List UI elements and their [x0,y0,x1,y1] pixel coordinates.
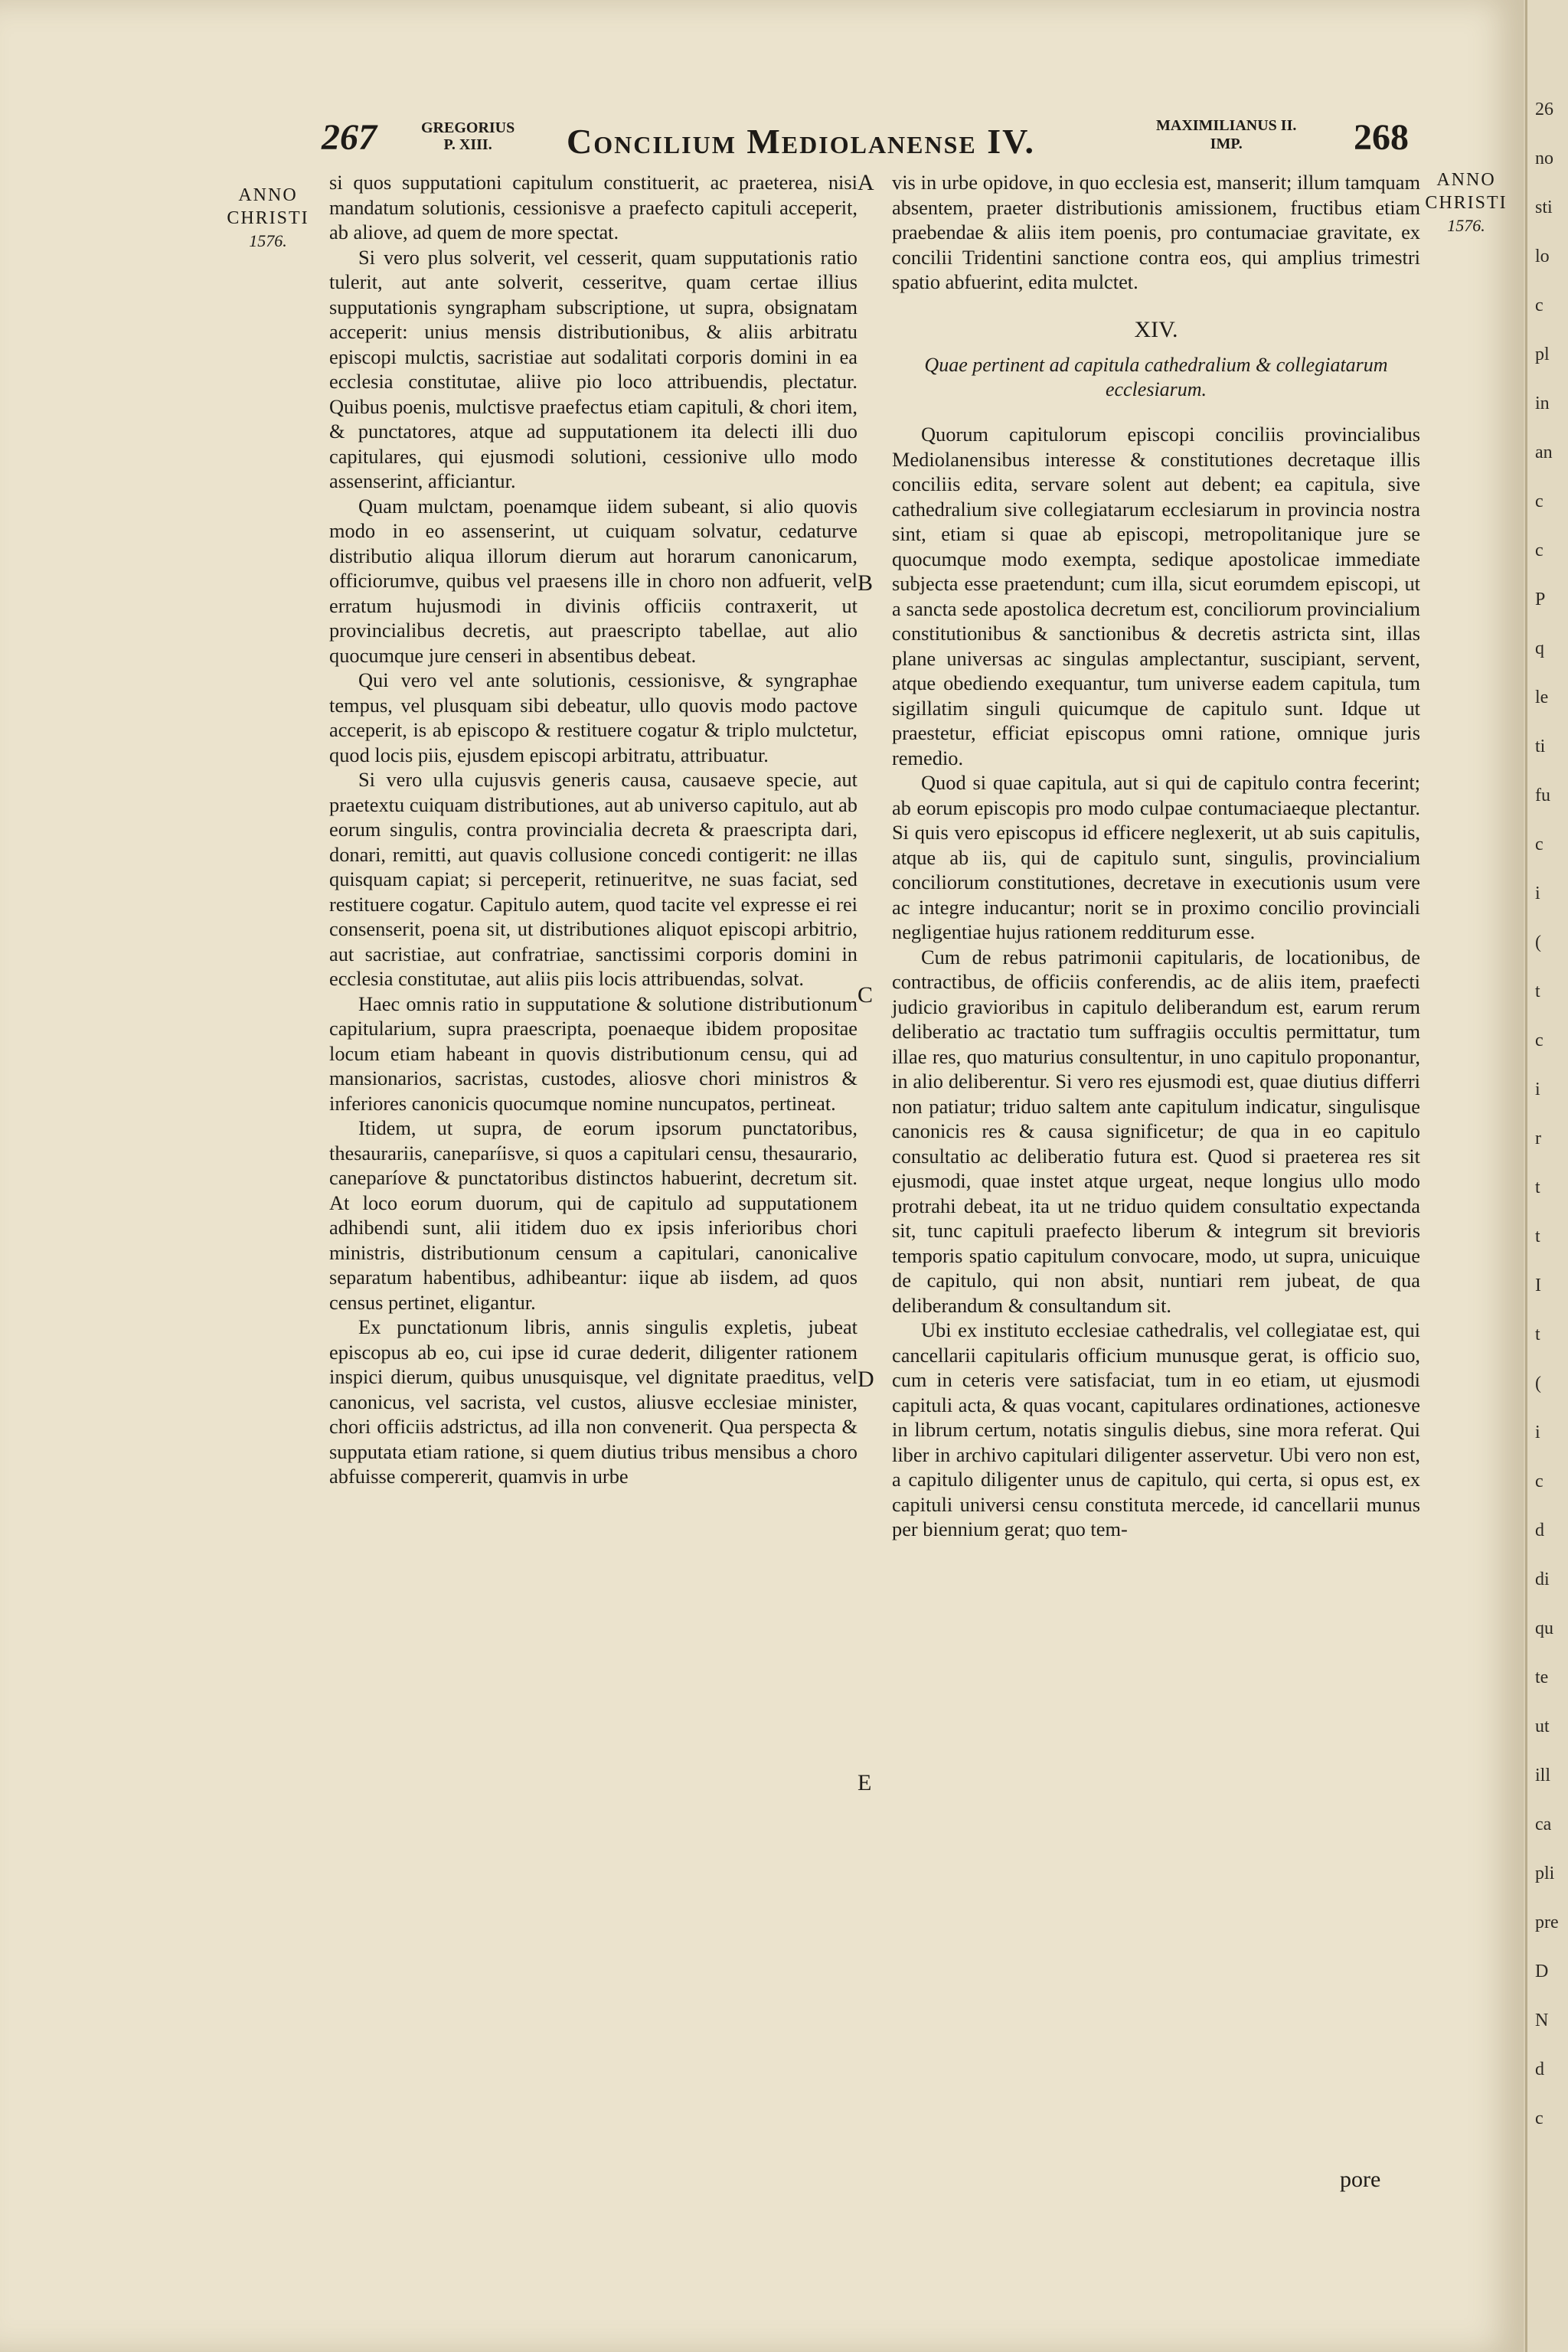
text-column-right [892,170,1420,1542]
pope-heading [421,119,514,153]
page-number-right: 268 [1354,117,1409,158]
neighbor-text-fragment: 26 [1535,100,1553,119]
neighbor-text-fragment: c [1535,1472,1544,1491]
neighbor-text-fragment: P [1535,590,1546,609]
neighbor-text-fragment: t [1535,1227,1540,1246]
neighbor-text-fragment: sti [1535,198,1553,217]
paragraph: Qui vero vel ante solutionis, cessionisve, & syngraphae tempus, vel plusquam sibi debeatur, ullo quovis modo pactove acceperit, is ab episcopo & restituere cogatur & triplo mulctetur, quod locis piis, ejusdem episcopi arbitratu, attribuatur. [329,668,858,766]
neighbor-text-fragment: c [1535,1031,1544,1050]
margin-note-right [1416,168,1516,237]
neighbor-text-fragment: ca [1535,1815,1552,1834]
neighbor-text-fragment: no [1535,149,1553,168]
section-number: XIV. [1134,316,1178,342]
neighbor-text-fragment: t [1535,1178,1540,1197]
neighbor-text-fragment: te [1535,1668,1549,1687]
neighbor-text-fragment: ill [1535,1766,1551,1785]
marker-a: A [858,170,874,195]
neighbor-text-fragment: d [1535,1521,1544,1540]
text-column-left [329,170,858,1489]
margin-christi: CHRISTI [1425,193,1508,213]
paragraph: vis in urbe opidove, in quo ecclesia est, manserit; illum tamquam absentem, praeter distributionis amissionem, fructibus etiam praebendae & aliis item poenis, pro contumaciae gravitate, ex concilii Tridentini sanctione contra eos, qui amplius trimestri spatio abfuerint, edita mulctet. [892,171,1420,293]
neighbor-text-fragment: ti [1535,737,1546,756]
neighbor-text-fragment: t [1535,982,1540,1001]
pope-name: GREGORIUS [421,119,515,136]
adjacent-page-edge [1525,0,1568,2352]
pope-number: P. XIII. [443,136,492,153]
paragraph: Itidem, ut supra, de eorum ipsorum punctatoribus, thesaurariis, caneparíisve, si quos a capitulari censu, thesaurario, caneparíove & punctatoribus distinctos habuerint, decretum sit. At loco eorum duorum, qui de capitulo ad supputationem adhibendi sunt, alii itidem duo ex ipsis inferioribus chori ministris, distributionum censum a capitulari, canonicalive separatum habentibus, adhibeantur: iique ab iisdem, ad quos census pertinet, eligantur. [329,1116,858,1314]
neighbor-text-fragment: D [1535,1962,1549,1981]
page-number-left: 267 [322,117,377,158]
margin-year: 1576. [1447,216,1485,235]
neighbor-text-fragment: lo [1535,247,1550,266]
marker-c: C [858,982,874,1008]
section-title: Quae pertinent ad capitula cathedralium & collegiatarum ecclesiarum. [924,354,1388,400]
paragraph: Haec omnis ratio in supputatione & solutione distributionum capitularium, supra praescripta, poenaeque ibidem propositae locum etiam habeant in quovis distributionum censu, qui ad mansionarios, sacristas, custodes, aliosve chori ministros & inferiores canonicis quocumque nomine nuncupatos, pertineat. [329,991,858,1115]
paragraph: Si vero plus solverit, vel cesserit, quam supputationis ratio tulerit, aut ante solverit, cesseritve, quam certae illius supputationis syngrapham subscriptione, ut supra, obsignatam acceperit: unius mensis distributionibus, & aliis arbitratu episcopi mulctis, sacristiae aut sodalitati corporis domini in ea ecclesia constitutae, aliive pio loco attribuendis, plectatur. Quibus poenis, mulctisve praefectus etiam capituli, & chori item, & punctatores, atque ad supputationem ita delecti illi duo capitulares, qui ejusmodi solutioni, cessionive ullo modo assenserint, afficiantur. [329,245,858,492]
neighbor-text-fragment: d [1535,2060,1544,2079]
page-title: Concilium Mediolanense IV. [567,122,1035,161]
marker-d: D [858,1367,874,1392]
neighbor-text-fragment: c [1535,541,1544,560]
neighbor-text-fragment: N [1535,2011,1549,2030]
neighbor-text-fragment: ( [1535,1374,1541,1393]
neighbor-text-fragment: r [1535,1129,1541,1148]
neighbor-text-fragment: c [1535,2109,1544,2128]
neighbor-text-fragment: ( [1535,933,1541,952]
paragraph: Ubi ex instituto ecclesiae cathedralis, vel collegiatae est, qui cancellarii capitularis officium munusque gerat, is officio suo, cum in ceteris vere satisfaciat, tum in eo etiam, ut ejusmodi capituli acta, & quas vocant, capitulares ordinationes, actionesve in librum certum, notatis singulis diebus, sine mora referat. Qui liber in archivo capitulari diligenter asservetur. Ubi vero non est, a capitulo diligenter unus de capitulo, qui certa, si opus est, ex capituli universi censu constituta mercede, id cancellarii munus per biennium gerat; quo tem- [892,1318,1420,1540]
neighbor-text-fragment: c [1535,296,1544,315]
neighbor-text-fragment: I [1535,1276,1541,1295]
neighbor-text-fragment: di [1535,1570,1550,1589]
neighbor-text-fragment: t [1535,1325,1540,1344]
neighbor-text-fragment: an [1535,443,1553,462]
emperor-heading [1156,116,1296,153]
margin-anno: ANNO [238,185,298,205]
margin-note-left [214,184,322,253]
paragraph: Si vero ulla cujusvis generis causa, causaeve specie, aut praetextu cuiquam distributiones, aut ab universo capitulo, aut ab eorum singulis, contra provincialia decreta & praescripta dari, donari, remitti, aut quavis collusione concedi contigerit: ne illas quisquam capiat; si perceperit, retinueritve, ne suas faciat, sed restituere cogatur. Capitulo autem, quod tacite vel expresse ei rei consenserit, poena sit, ut distributiones aliquot episcopi arbitrio, aut sacristiae, aut confratriae, sanctissimi corporis domini in ecclesia constitutae, aut aliis piis locis attribuendas, solvat. [329,768,858,990]
marker-b: B [858,570,874,596]
paragraph: Quorum capitulorum episcopi conciliis provincialibus Mediolanensibus interesse & constitutiones decretaque illis conciliis edita, servare solent aut debent; ea capitula, sive cathedralium sive collegiatarum ecclesiarum in provincia nostra sint, etiam si quae ab episcopi, metropolitanique jure se quocumque modo exempta, sedique apostolicae immediate subjecta esse praetendunt; cum illa, sicut eorumdem episcopi, ut a sancta sede apostolica decretum est, conciliorum provincialium constitutionibus & sanctionibus & decretis astricta sint, illas plane universas ac singulas amplectantur, suscipiant, servent, atque obediendo exequantur, tum universe eadem capitula, tum sigillatim singuli quicumque de capitulo sunt. Idque ut praestetur, efficiat episcopus omni ratione, omnique juris remedio. [892,423,1420,769]
neighbor-text-fragment: pre [1535,1913,1559,1932]
marker-e: E [858,1770,872,1795]
neighbor-text-fragment: i [1535,1080,1540,1099]
neighbor-text-fragment: q [1535,639,1544,658]
emperor-title: IMP. [1210,136,1243,152]
neighbor-text-fragment: i [1535,1423,1540,1442]
catchword: pore [1340,2167,1381,2192]
neighbor-text-fragment: qu [1535,1619,1553,1638]
margin-anno: ANNO [1436,170,1496,190]
margin-christi: CHRISTI [227,208,309,228]
neighbor-text-fragment: c [1535,835,1544,854]
neighbor-text-fragment: ut [1535,1717,1550,1736]
running-header [322,115,1409,168]
neighbor-text-fragment: in [1535,394,1550,413]
neighbor-text-fragment: i [1535,884,1540,903]
paragraph: Cum de rebus patrimonii capitularis, de locationibus, de contractibus, de officiis conferendis, ac de aliis item, praefecti judicio gravioribus in capitulo deliberandum est, earum rerum deliberatio ac tractatio tum suffragiis occultis permittatur, tum illae res, quo maturius consultentur, in uno capitulo proponantur, in alio deliberentur. Si vero res ejusmodi est, quae diutius differri non patiatur; triduo saltem ante capitulum indicatur, singulisque canonicis res & causa significetur; de qua in eo capitulo consultatio ac deliberatio futura est. Quod si praeterea res sit ejusmodi, quae instet atque urgeat, neque longius ullo modo protrahi debeat, ita ut ne triduo quidem consultatio expectanda sit, tunc capituli praefecto liberum & integrum sit brevioris temporis spatio capitulum convocare, modo, ut supra, unicuique de capitulo, qui non absit, nuntiari rem jubeat, de qua deliberandum & consultandum sit. [892,945,1420,1317]
neighbor-text-fragment: pli [1535,1864,1555,1883]
neighbor-text-fragment: le [1535,688,1549,707]
margin-year: 1576. [249,231,287,250]
neighbor-text-fragment: c [1535,492,1544,511]
emperor-name: MAXIMILIANUS II. [1156,117,1297,134]
neighbor-text-fragment: fu [1535,786,1550,805]
neighbor-text-fragment: pl [1535,345,1550,364]
paragraph: si quos supputationi capitulum constituerit, ac praeterea, nisi mandatum solutionis, cessionisve a praefecto capituli acceperit, ab aliove, ad quem de more spectat. [329,171,858,243]
paragraph: Ex punctationum libris, annis singulis expletis, jubeat episcopus ab eo, cui ipse id curae dederit, diligenter rationem inspici dierum, quibus unusquisque, vel dignitate praeditus, vel canonicus, vel sacrista, vel custos, aliusve ecclesiae minister, chori officiis adstrictus, ad illa non convenerit. Qua perspecta & supputata etiam ratione, si quem diutius tribus mensibus a choro abfuisse compererit, quamvis in urbe [329,1315,858,1488]
paragraph: Quod si quae capitula, aut si qui de capitulo contra fecerint; ab eorum episcopis pro modo culpae contumaciaeque plectantur. Si quis vero episcopus id efficere neglexerit, ut ab suis capitulis, atque ab iis, qui de capitulo sunt, singulis, provincialium conciliorum constitutiones, decretave in executionis usum vere ac integre inducantur; norit se in proximo concilio provinciali negligentiae hujus rationem redditurum esse. [892,771,1420,943]
paragraph: Quam mulctam, poenamque iidem subeant, si alio quovis modo in eo assenserint, ut cuiquam solvatur, cedaturve distributio aliqua illorum dierum aut horarum canonicarum, officiorumve, quibus vel praesens ille in choro non adfuerit, vel erratum hujusmodi in divinis officiis contraxerit, ut provincialibus decretis, aut praescripto tabellae, aut alio quocumque jure censeri in absentibus debeat. [329,494,858,667]
